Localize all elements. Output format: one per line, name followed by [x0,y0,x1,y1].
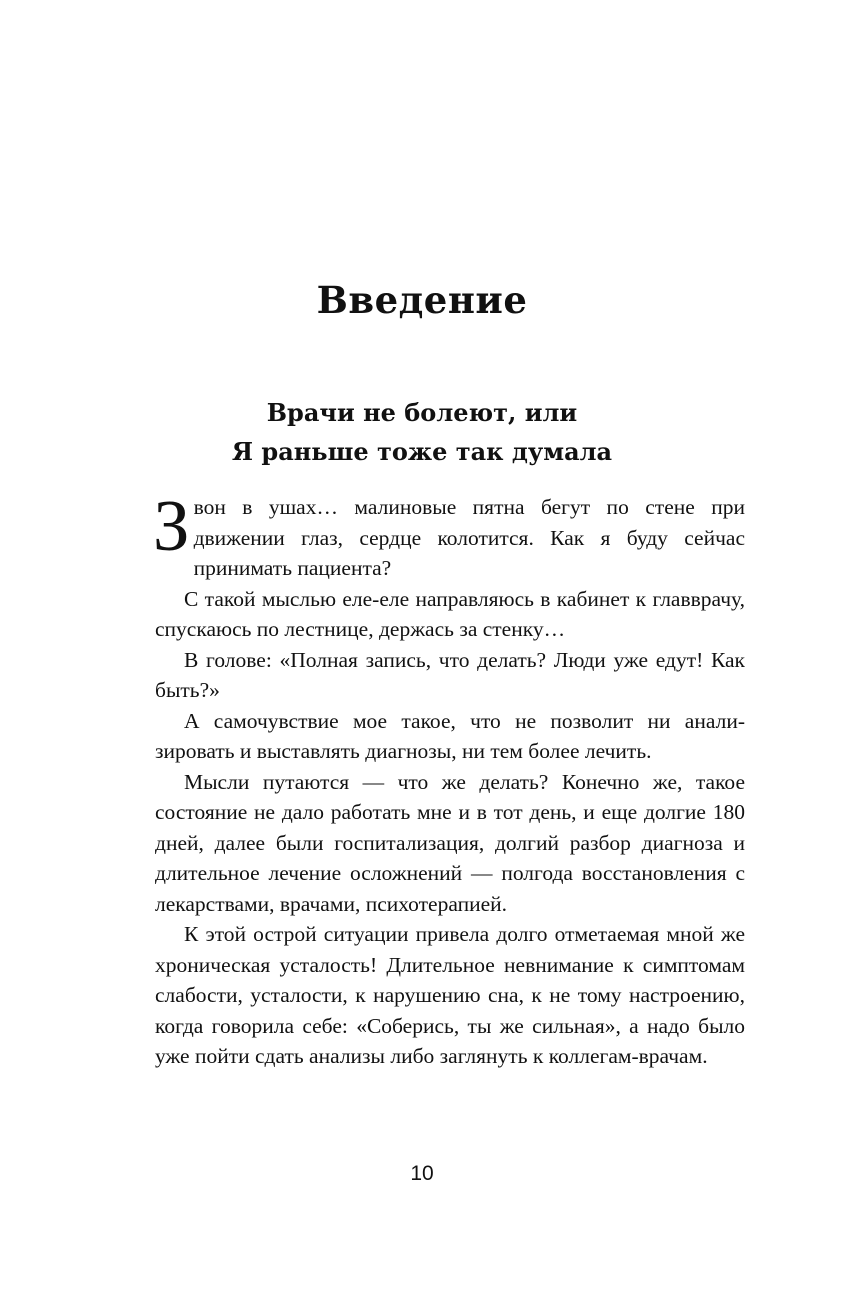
paragraph: Мысли путаются — что же делать? Конечно же, такое состояние не дало работать мне и в тот день, и еще долгие 180 дней, далее были госпитализация, долгий разбор диагноза и длительное лечение осложнений — полгода восстановления с лекарствами, врачами, психотерапией. [155,769,745,916]
paragraph-text: вон в ушах… малиновые пятна бегут по стене при движении глаз, сердце колотится. Как я буду сейчас принимать пациента? [193,495,745,580]
drop-cap: З [153,485,190,566]
subtitle-line: Врачи не болеют, или [266,398,578,427]
paragraph: А самочувствие мое такое, что не позволит ни анализировать и выставлять диагнозы, ни тем более лечить. [155,708,745,763]
subtitle-line: Я раньше тоже так думала [231,437,613,466]
paragraph: К этой острой ситуации привела долго отметаемая мной же хроническая усталость! Длительное невнимание к симптомам слабости, усталости, к нарушению сна, к не тому настроению, когда говорила себе: «Соберись, ты же сильная», а надо было уже пойти сдать анализы либо заглянуть к коллегам-врачам. [155,922,745,1068]
chapter-subtitle [0,393,844,471]
body-text [153,485,745,1072]
page-number: 10 [410,1162,434,1185]
paragraph [153,485,745,584]
chapter-title: Введение [316,278,528,322]
paragraph: В голове: «Полная запись, что делать? Люди уже едут! Как быть?» [155,647,745,702]
paragraph: С такой мыслью еле-еле направляюсь в кабинет к главврачу, спускаюсь по лестнице, держась за стенку… [155,586,745,641]
